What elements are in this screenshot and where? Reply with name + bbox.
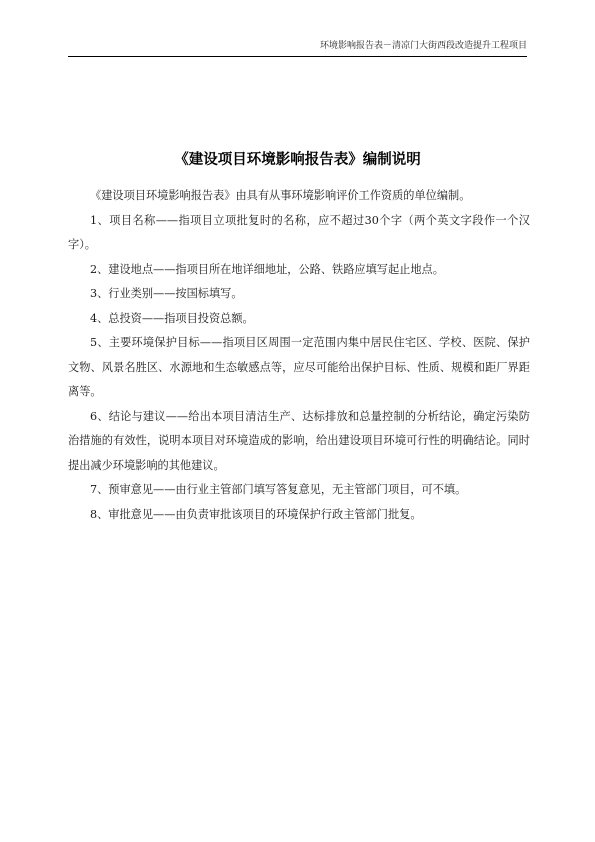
paragraph-item-7: 7、预审意见——由行业主管部门填写答复意见，无主管部门项目，可不填。: [90, 483, 467, 496]
running-header: [68, 40, 527, 57]
paragraph-item-8: 8、审批意见——由负责审批该项目的环境保护行政主管部门批复。: [90, 507, 422, 521]
paragraph-item-5: 5、主要环境保护目标——指项目区周围一定范围内集中居民住宅区、学校、医院、保护文物、风景名胜区、水源地和生态敏感点等，应尽可能给出保护目标、性质、规模和距厂界距离等。: [68, 336, 530, 398]
document-title: 《建设项目环境影响报告表》编制说明: [174, 152, 421, 168]
paragraph-item-2: 2、建设地点——指项目所在地详细地址，公路、铁路应填写起止地点。: [90, 262, 444, 276]
paragraph-item-6: 6、结论与建议——给出本项目清洁生产、达标排放和总量控制的分析结论，确定污染防治措施的有效性，说明本项目对环境造成的影响，给出建设项目环境可行性的明确结论。同时提出减少环境影响的其他建议。: [68, 409, 530, 472]
paragraph-item-3: 3、行业类别——按国标填写。: [90, 287, 243, 300]
paragraph-intro: 《建设项目环境影响报告表》由具有从事环境影响评价工作资质的单位编制。: [90, 189, 471, 202]
document-body: [68, 184, 530, 527]
running-header-title: 环境影响报告表－清凉门大街西段改造提升工程项目: [319, 41, 527, 51]
paragraph-item-4: 4、总投资——指项目投资总额。: [90, 311, 254, 325]
paragraph-item-1: 1、项目名称——指项目立项批复时的名称，应不超过30个字（两个英文字段作一个汉字）。: [68, 213, 530, 251]
